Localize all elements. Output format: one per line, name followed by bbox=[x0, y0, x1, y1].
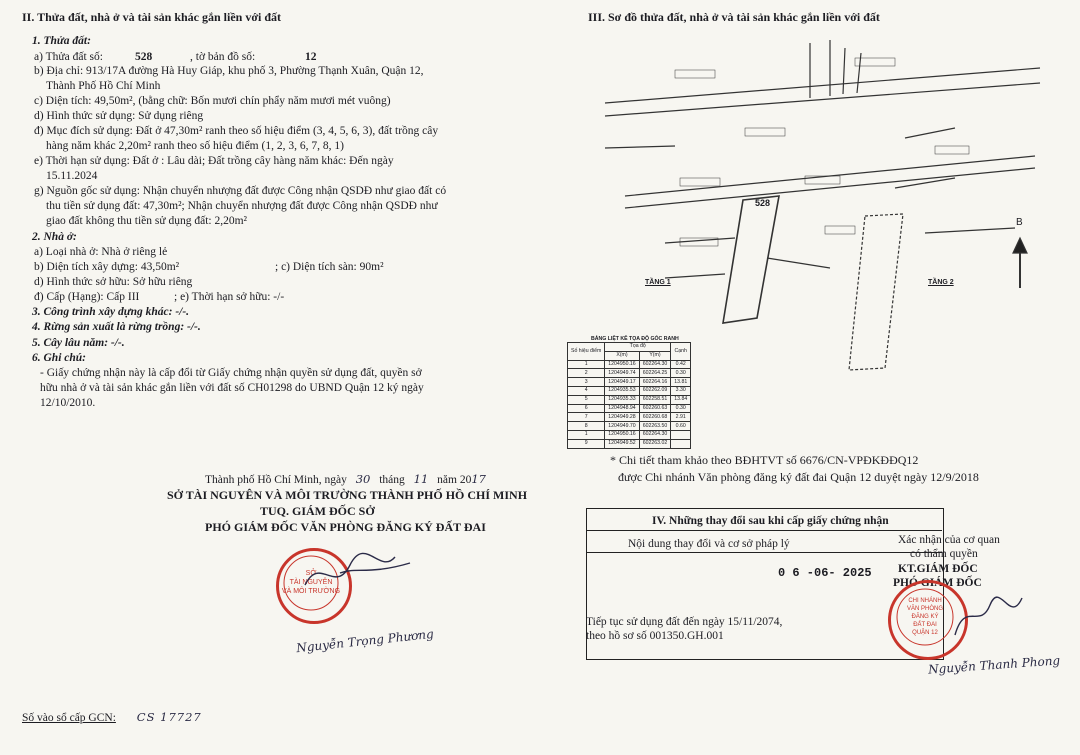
floor-2-outline bbox=[849, 214, 903, 370]
coord-cell: 2 bbox=[568, 369, 605, 378]
coordinate-table bbox=[567, 336, 691, 449]
house-ownership-term: ; e) Thời hạn sở hữu: -/- bbox=[174, 291, 285, 303]
origin-line-2: thu tiền sử dụng đất: 47,30m²; Nhận chuyển nhượng đất được Công nhận QSDĐ như bbox=[46, 200, 438, 212]
map-sheet-label: , tờ bản đồ số: bbox=[190, 51, 256, 63]
issue-year-label: năm 20 bbox=[437, 474, 472, 486]
changes-title: IV. Những thay đổi sau khi cấp giấy chứng nhận bbox=[652, 515, 889, 527]
coord-row bbox=[568, 369, 691, 378]
issue-day: 30 bbox=[355, 472, 371, 486]
coord-row bbox=[568, 413, 691, 422]
coord-header-edge: Cạnh bbox=[671, 343, 691, 361]
seal-line-1: SỞ bbox=[305, 570, 317, 577]
perennial-trees: 5. Cây lâu năm: -/-. bbox=[32, 337, 125, 349]
coord-row bbox=[568, 395, 691, 404]
coord-cell: 0.30 bbox=[671, 369, 691, 378]
use-term-line-2: 15.11.2024 bbox=[46, 170, 98, 182]
coord-cell: 8 bbox=[568, 422, 605, 431]
changes-col-confirm-2: có thẩm quyền bbox=[910, 548, 978, 560]
other-works: 3. Công trình xây dựng khác: -/-. bbox=[32, 306, 190, 318]
issuer-line-3: PHÓ GIÁM ĐỐC VĂN PHÒNG ĐĂNG KÝ ĐẤT ĐAI bbox=[205, 520, 486, 534]
coord-header-x: X(m) bbox=[605, 351, 639, 360]
coord-cell: 1204949.52 bbox=[605, 439, 639, 448]
changes-header-divider bbox=[586, 530, 942, 531]
house-ownership: d) Hình thức sở hữu: Sở hữu riêng bbox=[34, 276, 193, 288]
changes-col-confirm-1: Xác nhận của cơ quan bbox=[898, 534, 1000, 546]
use-purpose-line-2: hàng năm khác 2,20m² ranh theo số hiệu điểm (1, 2, 3, 6, 7, 8, 1) bbox=[46, 140, 344, 152]
issue-year: 17 bbox=[471, 472, 486, 486]
coord-header-xy: Tọa độ bbox=[605, 343, 671, 352]
changes-col-divider bbox=[586, 552, 942, 553]
area-line: c) Diện tích: 49,50m², (bằng chữ: Bốn mươi chín phẩy năm mươi mét vuông) bbox=[34, 95, 391, 107]
map-floor-1-label: TẦNG 1 bbox=[645, 279, 671, 286]
branch-seal-line-3: ĐĂNG KÝ bbox=[911, 614, 939, 620]
registry-number: CS 17727 bbox=[136, 710, 202, 724]
house-type: a) Loại nhà ở: Nhà ở riêng lẻ bbox=[34, 246, 168, 258]
coord-cell: 1204950.16 bbox=[605, 360, 639, 369]
north-arrow-label: B bbox=[1016, 217, 1023, 228]
coord-cell: 6 bbox=[568, 404, 605, 413]
section-ii-title: II. Thửa đất, nhà ở và tài sản khác gắn liền với đất bbox=[22, 10, 282, 24]
coord-cell: 602262.09 bbox=[639, 386, 671, 395]
left-signature-name: Nguyễn Trọng Phương bbox=[295, 626, 435, 656]
change-kt-director: KT.GIÁM ĐỐC bbox=[898, 563, 978, 575]
reference-line-1: * Chi tiết tham khảo theo BĐHTVT số 6676/CN-VPĐKĐĐQ12 bbox=[610, 453, 919, 467]
coord-cell bbox=[671, 430, 691, 439]
note-line-2: hữu nhà ở và tài sản khác gắn liền với đất số CH01298 do UBND Quận 12 ký ngày bbox=[40, 382, 424, 394]
coordinate-grid bbox=[567, 342, 691, 449]
coord-cell: 1 bbox=[568, 360, 605, 369]
use-term-line-1: e) Thời hạn sử dụng: Đất ở : Lâu dài; Đất trồng cây hàng năm khác: Đến ngày bbox=[34, 155, 394, 167]
parcel-outline bbox=[723, 196, 779, 323]
coord-cell: 602264.30 bbox=[639, 430, 671, 439]
coord-cell: 0.30 bbox=[671, 404, 691, 413]
reference-line-2: được Chi nhánh Văn phòng đăng ký đất đai Quận 12 duyệt ngày 12/9/2018 bbox=[618, 470, 979, 484]
section-iii-title: III. Sơ đồ thửa đất, nhà ở và tài sản khác gắn liền với đất bbox=[588, 10, 880, 24]
change-entry-line-1: Tiếp tục sử dụng đất đến ngày 15/11/2074, bbox=[586, 616, 783, 628]
coord-row bbox=[568, 422, 691, 431]
use-form-line: d) Hình thức sử dụng: Sử dụng riêng bbox=[34, 110, 204, 122]
coord-cell: 602264.25 bbox=[639, 369, 671, 378]
coord-cell: 1204949.17 bbox=[605, 378, 639, 387]
coord-cell bbox=[671, 439, 691, 448]
coord-cell: 4 bbox=[568, 386, 605, 395]
parcel-label: a) Thửa đất số: bbox=[34, 51, 103, 63]
coord-cell: 2.91 bbox=[671, 413, 691, 422]
change-deputy-director: PHÓ GIÁM ĐỐC bbox=[893, 577, 982, 589]
land-heading: 1. Thửa đất: bbox=[32, 35, 91, 47]
road-top-line bbox=[605, 68, 1040, 103]
coord-cell: 0.42 bbox=[671, 360, 691, 369]
coord-cell: 602264.30 bbox=[639, 360, 671, 369]
branch-seal-line-1: CHI NHÁNH bbox=[908, 598, 942, 604]
map-sheet-number: 12 bbox=[305, 51, 317, 63]
coord-cell: 5 bbox=[568, 395, 605, 404]
branch-seal-line-2: VĂN PHÒNG bbox=[906, 606, 943, 612]
changes-col-content: Nội dung thay đổi và cơ sở pháp lý bbox=[628, 538, 790, 550]
coord-cell: 1204935.33 bbox=[605, 395, 639, 404]
coord-cell: 1204948.94 bbox=[605, 404, 639, 413]
branch-seal-line-5: QUẬN 12 bbox=[912, 630, 938, 636]
coord-cell: 0.60 bbox=[671, 422, 691, 431]
seal-line-3: VÀ MÔI TRƯỜNG bbox=[281, 588, 341, 595]
coord-cell: 602260.68 bbox=[639, 413, 671, 422]
planted-forest: 4. Rừng sản xuất là rừng trồng: -/-. bbox=[32, 321, 201, 333]
coord-cell: 1204950.16 bbox=[605, 430, 639, 439]
address-line-1: b) Địa chỉ: 913/17A đường Hà Huy Giáp, khu phố 3, Phường Thạnh Xuân, Quận 12, bbox=[34, 65, 424, 77]
coord-cell: 13.84 bbox=[671, 395, 691, 404]
seal-line-2: TÀI NGUYÊN bbox=[289, 579, 333, 586]
change-stamp-date: 0 6 -06- 2025 bbox=[778, 566, 872, 580]
parcel-map bbox=[595, 28, 1055, 373]
coord-cell: 3.30 bbox=[671, 386, 691, 395]
coord-header-point: Số hiệu điểm bbox=[568, 343, 605, 361]
issue-month-label: tháng bbox=[379, 474, 405, 486]
registry-line bbox=[22, 710, 202, 725]
coord-cell: 1 bbox=[568, 430, 605, 439]
coord-cell: 7 bbox=[568, 413, 605, 422]
map-parcel-label: 528 bbox=[755, 198, 771, 208]
note-line-3: 12/10/2010. bbox=[40, 397, 96, 409]
issuer-line-2: TUQ. GIÁM ĐỐC SỞ bbox=[260, 504, 375, 518]
issue-month: 11 bbox=[413, 472, 429, 486]
origin-line-1: g) Nguồn gốc sử dụng: Nhận chuyển nhượng đất được Công nhận QSDĐ như giao đất có bbox=[34, 185, 447, 197]
house-heading: 2. Nhà ở: bbox=[32, 231, 77, 243]
coord-cell: 602264.16 bbox=[639, 378, 671, 387]
change-entry-line-2: theo hồ sơ số 001350.GH.001 bbox=[586, 630, 724, 642]
issue-date-prefix: Thành phố Hồ Chí Minh, ngày bbox=[205, 474, 347, 486]
coord-cell: 602258.51 bbox=[639, 395, 671, 404]
coordinate-table-title: BẢNG LIỆT KÊ TỌA ĐỘ GÓC RANH bbox=[591, 336, 679, 342]
coord-cell: 1204949.28 bbox=[605, 413, 639, 422]
house-grade: đ) Cấp (Hạng): Cấp III bbox=[34, 291, 140, 303]
coord-row bbox=[568, 378, 691, 387]
coord-cell: 1204935.53 bbox=[605, 386, 639, 395]
issuer-line-1: SỞ TÀI NGUYÊN VÀ MÔI TRƯỜNG THÀNH PHỐ HỒ CHÍ MINH bbox=[167, 488, 528, 502]
issue-date bbox=[205, 472, 486, 487]
house-floor-area: ; c) Diện tích sàn: 90m² bbox=[275, 261, 384, 273]
address-line-2: Thành Phố Hồ Chí Minh bbox=[46, 80, 161, 92]
note-line-1: - Giấy chứng nhận này là cấp đổi từ Giấy chứng nhận quyền sử dụng đất, quyền sở bbox=[40, 367, 422, 379]
coord-header-y: Y(m) bbox=[639, 351, 671, 360]
use-purpose-line-1: đ) Mục đích sử dụng: Đất ở 47,30m² ranh theo số hiệu điểm (3, 4, 5, 6, 3), đất trồng cây bbox=[34, 125, 439, 137]
house-build-area: b) Diện tích xây dựng: 43,50m² bbox=[34, 261, 180, 273]
origin-line-3: giao đất không thu tiền sử dụng đất: 2,20m² bbox=[46, 215, 248, 227]
coord-row bbox=[568, 430, 691, 439]
coord-cell: 602263.02 bbox=[639, 439, 671, 448]
coord-row bbox=[568, 360, 691, 369]
coord-cell: 1204949.74 bbox=[605, 369, 639, 378]
coord-cell: 9 bbox=[568, 439, 605, 448]
branch-seal-line-4: ĐẤT ĐAI bbox=[913, 622, 937, 628]
parcel-number: 528 bbox=[135, 51, 153, 63]
map-floor-2-label: TẦNG 2 bbox=[928, 279, 954, 286]
registry-label: Số vào sổ cấp GCN: bbox=[22, 712, 116, 724]
coord-row bbox=[568, 386, 691, 395]
coord-cell: 13.81 bbox=[671, 378, 691, 387]
coord-row bbox=[568, 404, 691, 413]
coord-cell: 602263.50 bbox=[639, 422, 671, 431]
coord-cell: 1204949.70 bbox=[605, 422, 639, 431]
right-signature-name: Nguyễn Thanh Phong bbox=[927, 653, 1061, 677]
coord-cell: 602260.63 bbox=[639, 404, 671, 413]
coord-row bbox=[568, 439, 691, 448]
signature-scribble-icon bbox=[300, 545, 420, 605]
notes-heading: 6. Ghi chú: bbox=[32, 352, 86, 364]
right-signature-scribble-icon bbox=[950, 590, 1030, 650]
coord-cell: 3 bbox=[568, 378, 605, 387]
